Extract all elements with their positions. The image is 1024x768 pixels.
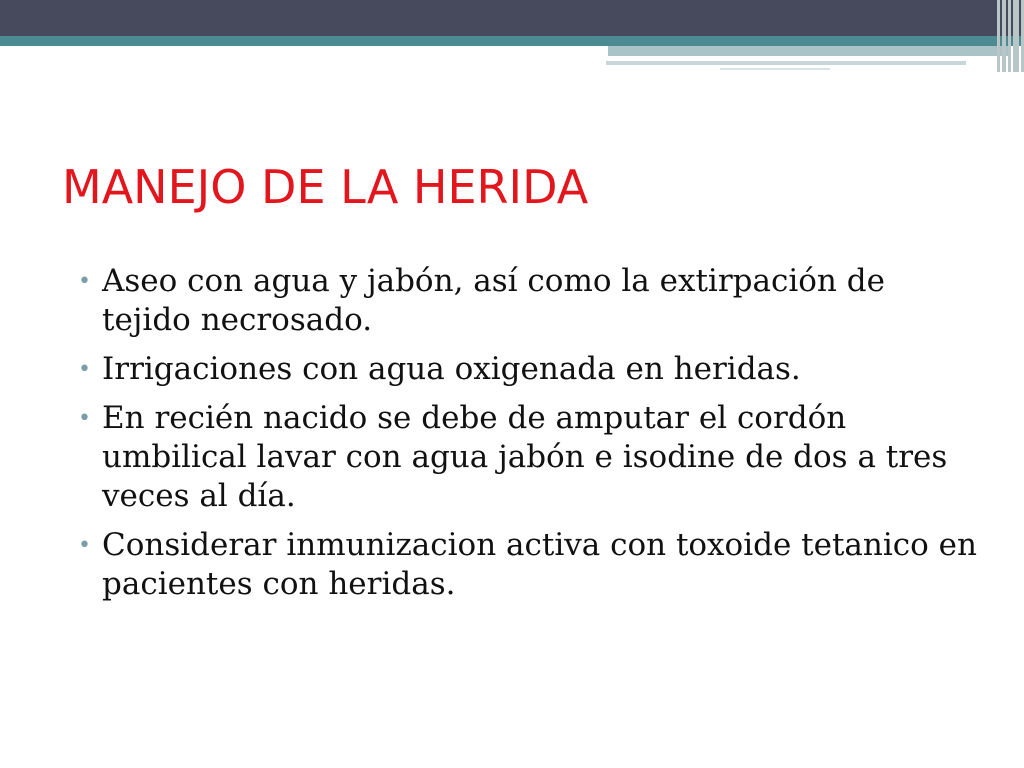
bullet-icon: •: [78, 357, 91, 382]
bullet-text: En recién nacido se debe de amputar el cordón umbilical lavar con agua jabón e isodine de dos a tres veces al día.: [102, 400, 948, 514]
bullet-item: [72, 262, 982, 340]
header-accent-line-small: [720, 68, 830, 70]
header-stripes: [988, 0, 1024, 72]
header-band-teal: [0, 36, 1024, 46]
bullet-text: Considerar inmunizacion activa con toxoide tetanico en pacientes con heridas.: [102, 527, 977, 602]
bullet-item: [72, 399, 982, 516]
bullet-item: [72, 350, 982, 389]
slide-title: MANEJO DE LA HERIDA: [62, 160, 589, 214]
bullet-list: [72, 262, 982, 614]
bullet-item: [72, 526, 982, 604]
bullet-icon: •: [78, 269, 91, 294]
header-band-light: [608, 46, 1008, 56]
bullet-text: Irrigaciones con agua oxigenada en heridas.: [102, 351, 801, 387]
bullet-icon: •: [78, 406, 91, 431]
header-accent-line: [606, 61, 966, 65]
bullet-icon: •: [78, 533, 91, 558]
header-band-dark: [0, 0, 1024, 36]
bullet-text: Aseo con agua y jabón, así como la extirpación de tejido necrosado.: [102, 263, 885, 338]
